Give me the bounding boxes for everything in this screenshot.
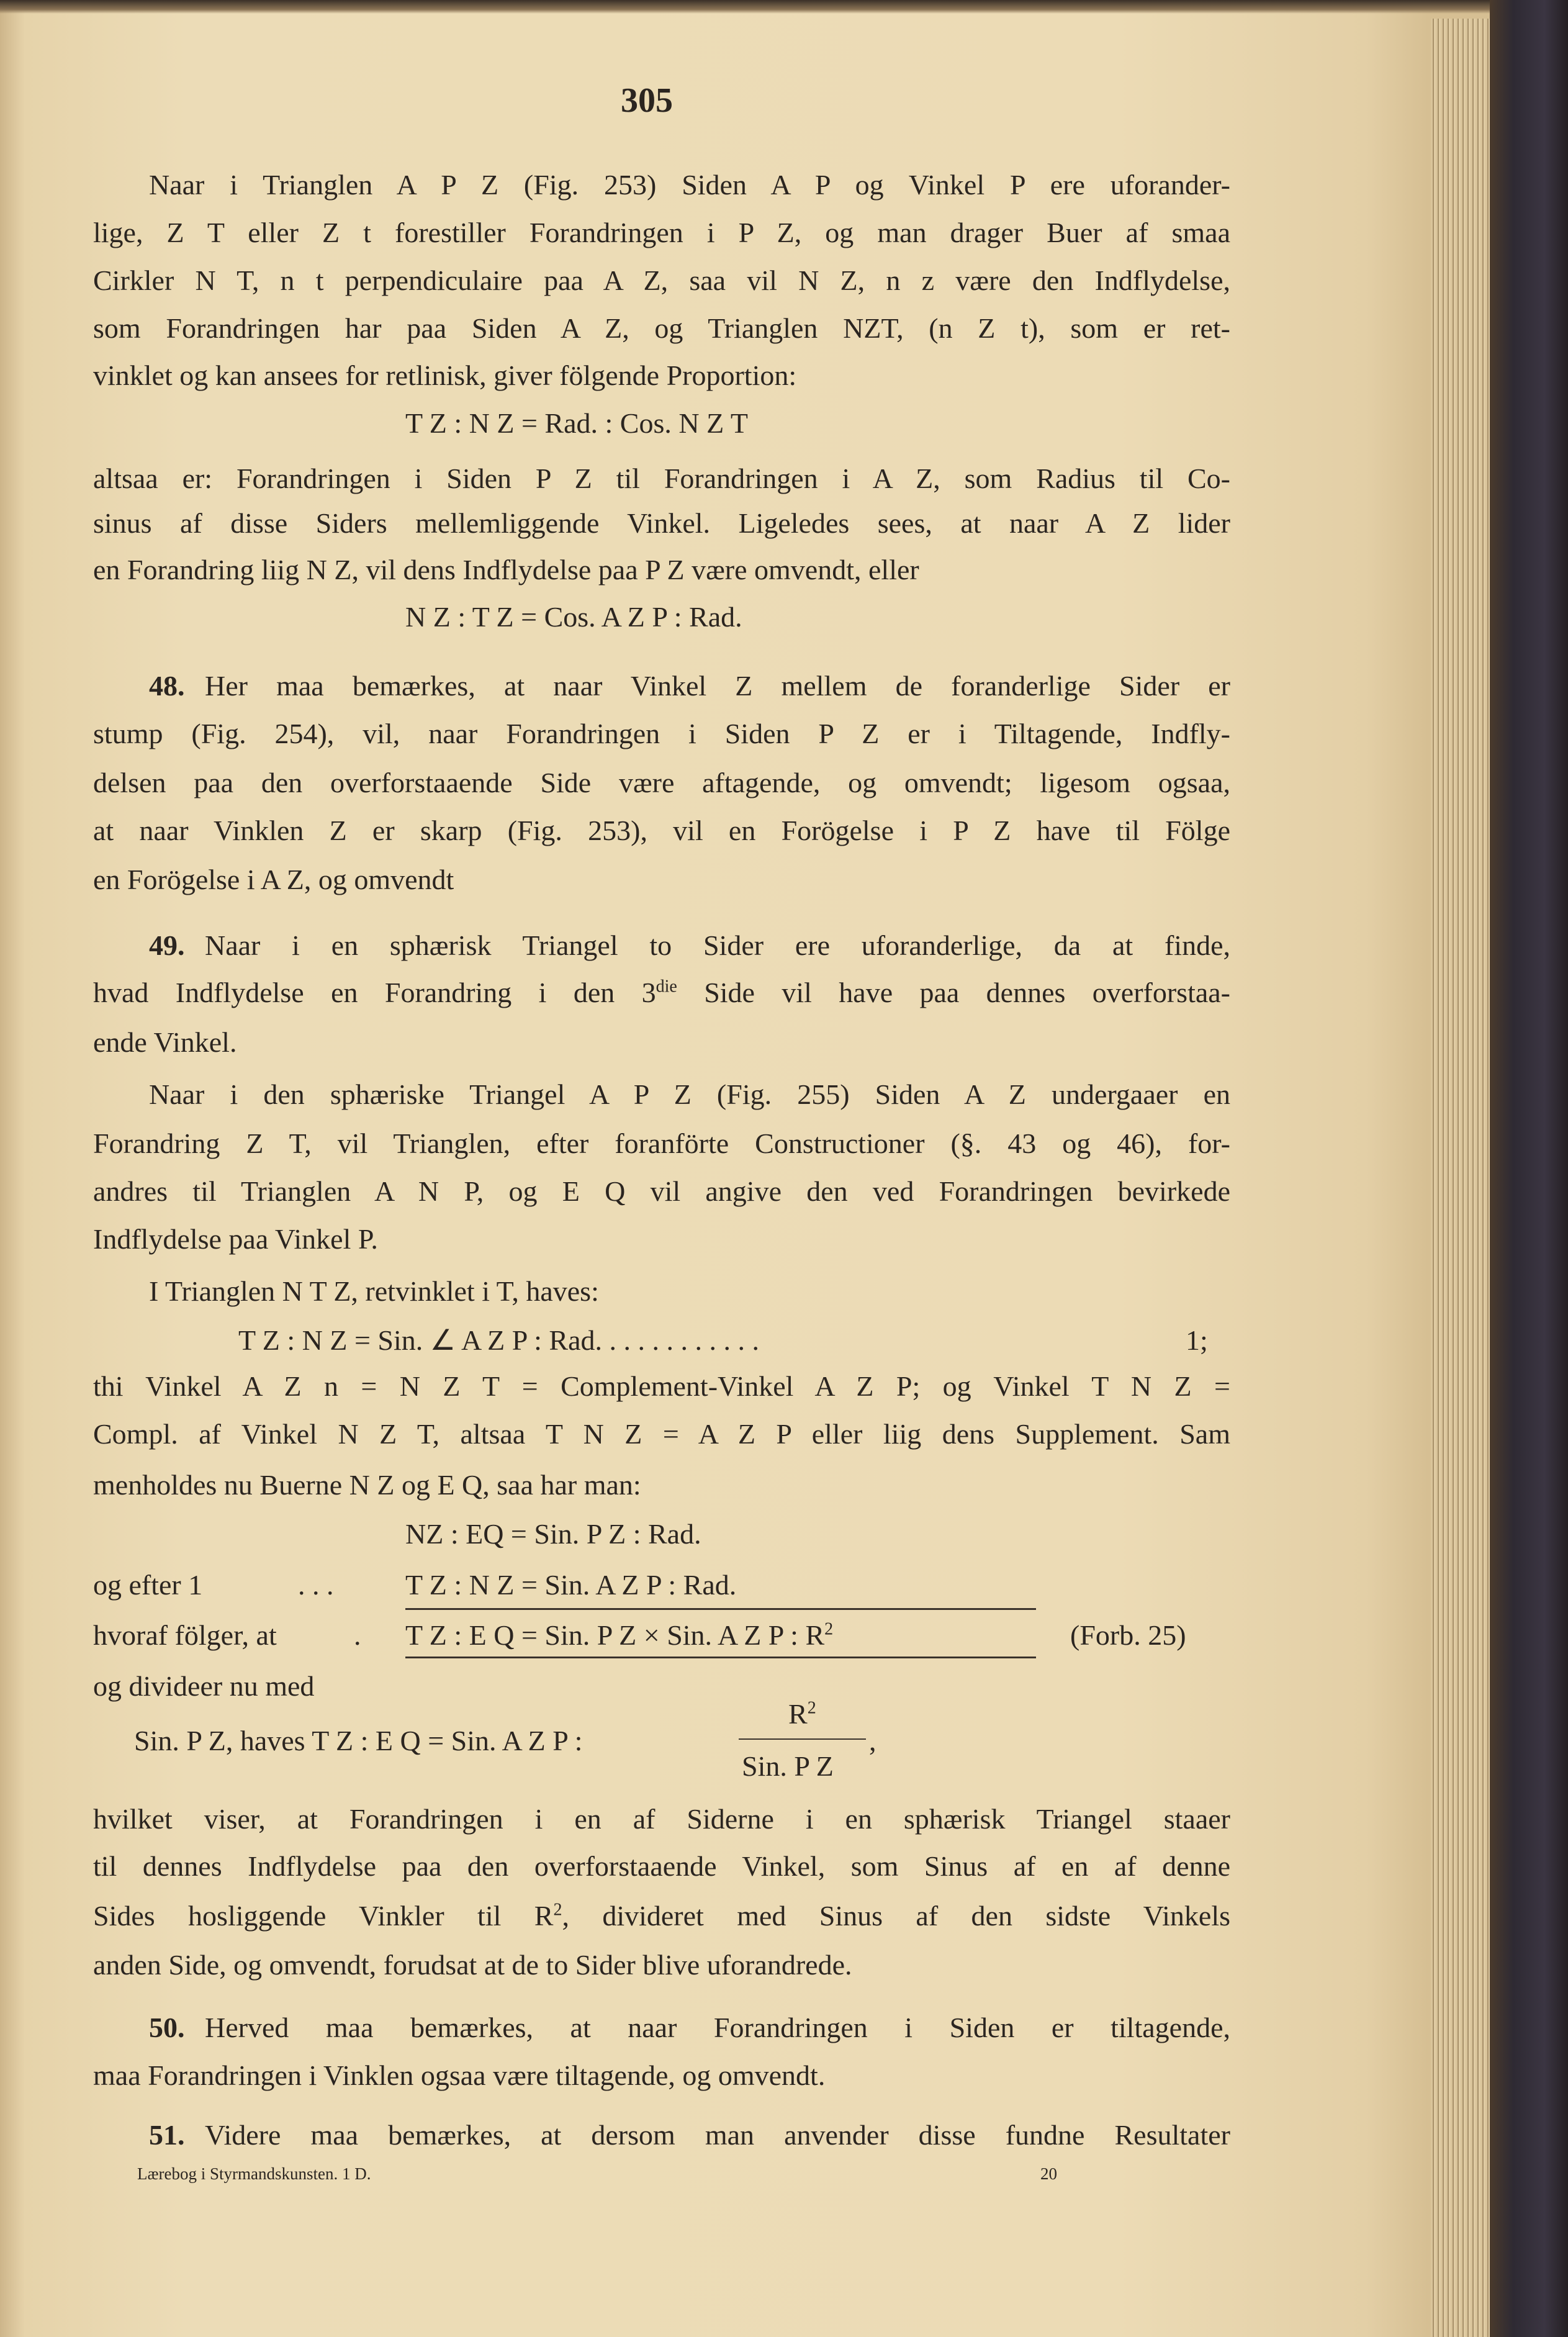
text-line: ende Vinkel. — [93, 1026, 237, 1058]
text-line: altsaa er: Forandringen i Siden P Z til Forandringen i A Z, som Radius til Co- — [93, 463, 1230, 494]
formula-rule — [405, 1657, 1036, 1658]
page-edges — [1431, 19, 1490, 2337]
formula: T Z : N Z = Sin. A Z P : Rad. — [405, 1569, 737, 1601]
text-line: menholdes nu Buerne N Z og E Q, saa har man: — [93, 1469, 641, 1501]
text-line: en Forögelse i A Z, og omvendt — [93, 864, 454, 895]
superscript: 2 — [807, 1698, 816, 1718]
text-line: Naar i Trianglen A P Z (Fig. 253) Siden A P og Vinkel P ere uforander- — [149, 169, 1230, 201]
section-number: 49. — [149, 929, 185, 961]
text-line: maa Forandringen i Vinklen ogsaa være tiltagende, og omvendt. — [93, 2059, 826, 2091]
text-line: Naar i en sphærisk Triangel to Sider ere uforanderlige, da at finde, — [205, 929, 1230, 961]
text-line: thi Vinkel A Z n = N Z T = Complement-Vinkel A Z P; og Vinkel T N Z = — [93, 1370, 1230, 1402]
section-number: 48. — [149, 670, 185, 702]
formula-rule — [405, 1608, 1036, 1610]
text-line: Compl. af Vinkel N Z T, altsaa T N Z = A Z P eller liig dens Supplement. Sam — [93, 1418, 1230, 1450]
text-line: at naar Vinklen Z er skarp (Fig. 253), vil en Forögelse i P Z have til Fölge — [93, 815, 1230, 846]
text-line: delsen paa den overforstaaende Side være aftagende, og omvendt; ligesom ogsaa, — [93, 767, 1230, 798]
book-cover — [1490, 0, 1568, 2337]
formula — [405, 1618, 833, 1653]
text-line: vinklet og kan ansees for retlinisk, giver fölgende Proportion: — [93, 359, 797, 391]
text-line: Herved maa bemærkes, at naar Forandringen i Siden er tiltagende, — [205, 2012, 1230, 2043]
formula: NZ : EQ = Sin. P Z : Rad. — [405, 1518, 701, 1550]
text-line: andres til Trianglen A N P, og E Q vil angive den ved Forandringen bevirkede — [93, 1175, 1230, 1207]
formula: N Z : T Z = Cos. A Z P : Rad. — [405, 601, 742, 633]
text-line: I Trianglen N T Z, retvinklet i T, haves: — [149, 1275, 599, 1307]
text: hvad Indflydelse en Forandring i den 3 — [93, 977, 656, 1008]
fraction-bar — [739, 1738, 866, 1740]
section-number: 50. — [149, 2012, 185, 2043]
book-top-edge — [0, 0, 1568, 14]
footer-title: Lærebog i Styrmandskunsten. 1 D. — [137, 2164, 371, 2183]
text-line: til dennes Indflydelse paa den overforstaaende Vinkel, som Sinus af en af denne — [93, 1850, 1230, 1882]
text: og efter 1 — [93, 1569, 203, 1601]
formula: T Z : N Z = Sin. ∠ A Z P : Rad. . . . . . . . . . . . — [238, 1324, 760, 1356]
section-number: 51. — [149, 2119, 185, 2151]
text-line: en Forandring liig N Z, vil dens Indflydelse paa P Z være omvendt, eller — [93, 554, 919, 585]
text: Sides hosliggende Vinkler til R — [93, 1900, 554, 1932]
text-line: anden Side, og omvendt, forudsat at de to Sider blive uforandrede. — [93, 1949, 852, 1981]
text-line: Naar i den sphæriske Triangel A P Z (Fig. 255) Siden A Z undergaaer en — [149, 1078, 1230, 1110]
text-line: Indflydelse paa Vinkel P. — [93, 1223, 378, 1255]
text-line: og divideer nu med — [93, 1670, 315, 1702]
fraction-numerator — [788, 1697, 816, 1732]
text: , divideret med Sinus af den sidste Vinkels — [562, 1900, 1231, 1932]
text-line: hvilket viser, at Forandringen i en af Siderne i en sphærisk Triangel staaer — [93, 1803, 1230, 1835]
superscript: 2 — [553, 1900, 562, 1920]
formula: Sin. P Z, haves T Z : E Q = Sin. A Z P : — [134, 1725, 583, 1756]
text-line: Forandring Z T, vil Trianglen, efter foranförte Constructioner (§. 43 og 46), for- — [93, 1128, 1230, 1159]
text: hvoraf fölger, at — [93, 1619, 277, 1651]
signature-mark: 20 — [1040, 2164, 1057, 2183]
text-line: Her maa bemærkes, at naar Vinkel Z mellem de foranderlige Sider er — [205, 670, 1230, 702]
text-line: stump (Fig. 254), vil, naar Forandringen i Siden P Z er i Tiltagende, Indfly- — [93, 718, 1230, 749]
text-line: Cirkler N T, n t perpendiculaire paa A Z, saa vil N Z, n z være den Indflydelse, — [93, 264, 1230, 296]
formula: T Z : N Z = Rad. : Cos. N Z T — [405, 407, 748, 439]
superscript: 2 — [824, 1619, 834, 1639]
leader-dots: . . . — [298, 1569, 334, 1601]
reference: (Forb. 25) — [1070, 1619, 1186, 1651]
text-line: lige, Z T eller Z t forestiller Forandringen i P Z, og man drager Buer af smaa — [93, 217, 1230, 248]
text-line — [93, 1899, 1230, 1933]
text: , — [869, 1725, 876, 1756]
text-line: som Forandringen har paa Siden A Z, og Trianglen NZT, (n Z t), som er ret- — [93, 312, 1230, 344]
text-line: Videre maa bemærkes, at dersom man anvender disse fundne Resultater — [205, 2119, 1230, 2151]
equation-label: 1; — [1186, 1324, 1208, 1356]
superscript: die — [656, 977, 677, 997]
text: T Z : E Q = Sin. P Z × Sin. A Z P : R — [405, 1619, 825, 1651]
text-line: sinus af disse Siders mellemliggende Vinkel. Ligeledes sees, at naar A Z lider — [93, 507, 1230, 539]
text: R — [788, 1698, 808, 1730]
fraction-denominator: Sin. P Z — [742, 1750, 834, 1782]
page-number: 305 — [621, 81, 673, 120]
text: Side vil have paa dennes overforstaa- — [677, 977, 1230, 1008]
text-line — [93, 975, 1230, 1010]
leader-dot: . — [354, 1619, 361, 1651]
